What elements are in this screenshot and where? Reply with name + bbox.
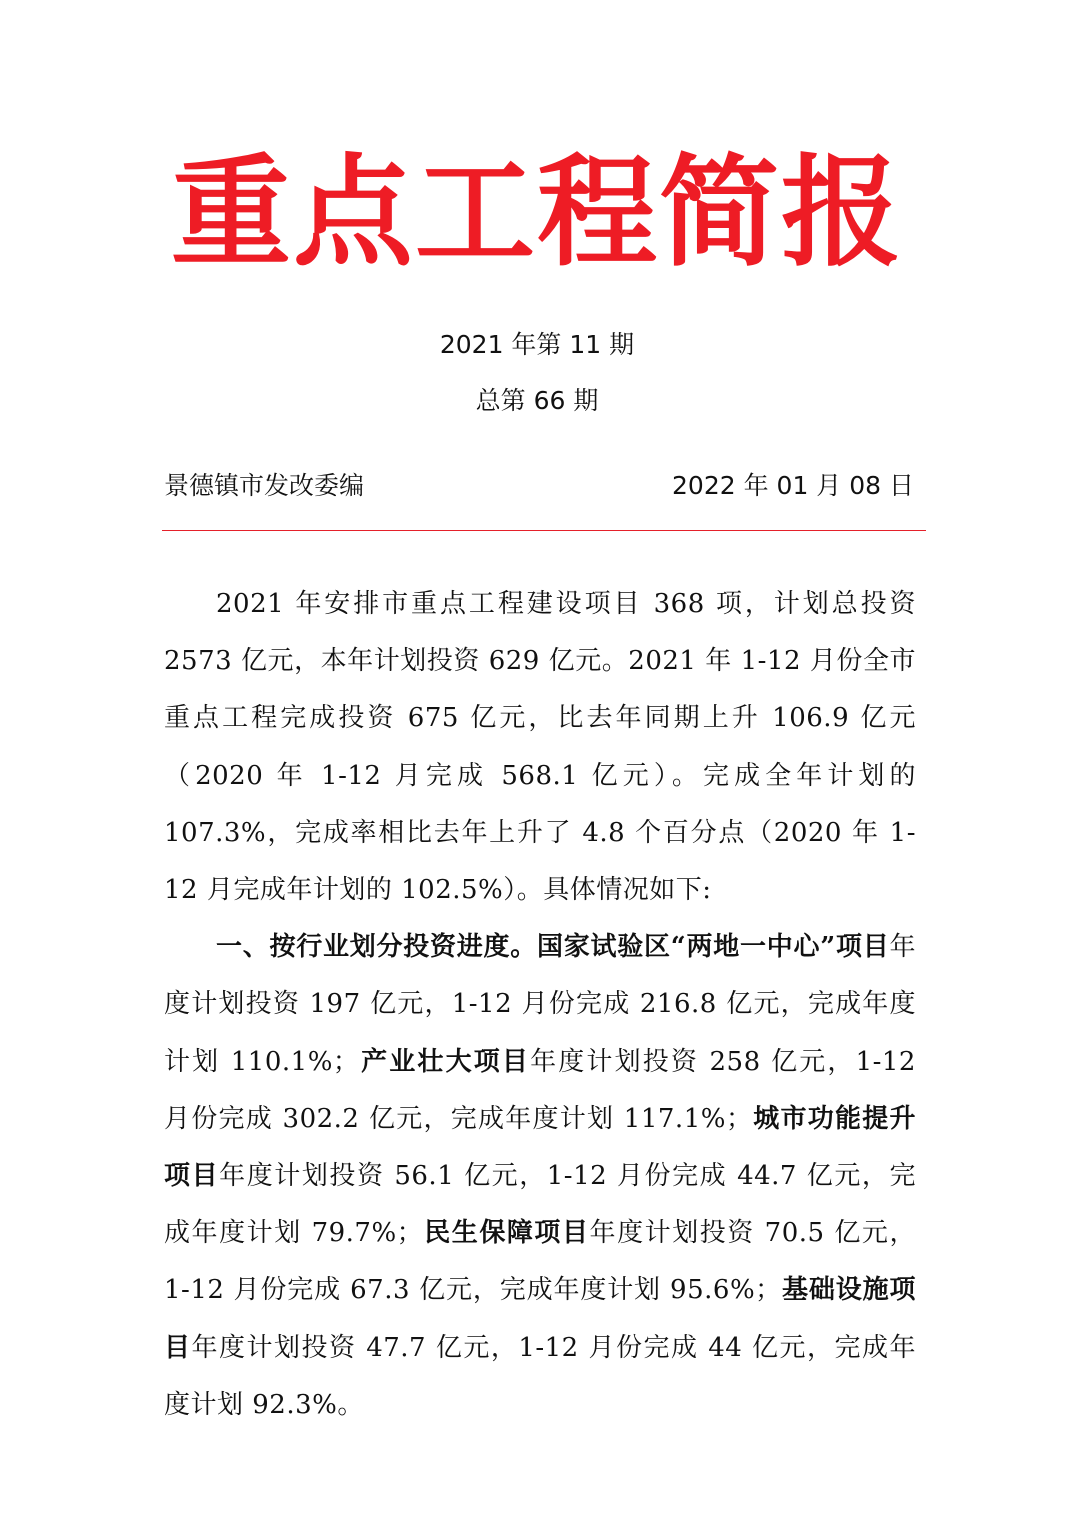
category-text: 年度计划投资 47.7 亿元，1-12 月份完成 44 亿元，完成年度计划 92.3%。 — [164, 1332, 916, 1420]
section-heading: 一、按行业划分投资进度。 — [216, 932, 538, 963]
category-name: 国家试验区“两地一中心”项目 — [537, 932, 890, 963]
article-body — [164, 576, 916, 1434]
publish-date: 2022 年 01 月 08 日 — [672, 471, 914, 500]
category-name: 民生保障项目 — [423, 1218, 590, 1249]
category-text: 年度计划投资 56.1 亿元，1-12 月份完成 44.7 亿元，完成年度计划 79.7%； — [164, 1161, 916, 1249]
intro-paragraph: 2021 年安排市重点工程建设项目 368 项，计划总投资 2573 亿元，本年计划投资 629 亿元。2021 年 1-12 月份全市重点工程完成投资 675 亿元，比去年同期上升 106.9 亿元（2020 年 1-12 月完成 568.1 亿元）。完成全年计划的 107.3%，完成率相比去年上升了 4.8 个百分点（2020 年 1-12 月完成年计划的 102.5%）。具体情况如下: — [164, 589, 916, 906]
total-issue-number: 总第 66 期 — [475, 386, 599, 415]
category-name: 基础设施项目 — [164, 1275, 916, 1363]
editor-label: 景德镇市发改委编 — [164, 471, 365, 500]
masthead-title: 重点工程简报 — [171, 142, 903, 283]
issue-number: 2021 年第 11 期 — [439, 330, 635, 359]
header-divider — [162, 530, 926, 531]
category-text: 年度计划投资 70.5 亿元，1-12 月份完成 67.3 亿元，完成年度计划 95.6%； — [164, 1218, 916, 1306]
industry-paragraph — [164, 919, 916, 1434]
category-name: 城市功能提升项目 — [164, 1103, 916, 1192]
category-text: 年度计划投资 258 亿元，1-12 月份完成 302.2 亿元，完成年度计划 117.1%； — [164, 1046, 916, 1134]
category-text: 年度计划投资 197 亿元，1-12 月份完成 216.8 亿元，完成年度计划 110.1%； — [164, 932, 916, 1077]
category-name: 产业壮大项目 — [359, 1046, 531, 1077]
meta-row — [164, 468, 914, 504]
